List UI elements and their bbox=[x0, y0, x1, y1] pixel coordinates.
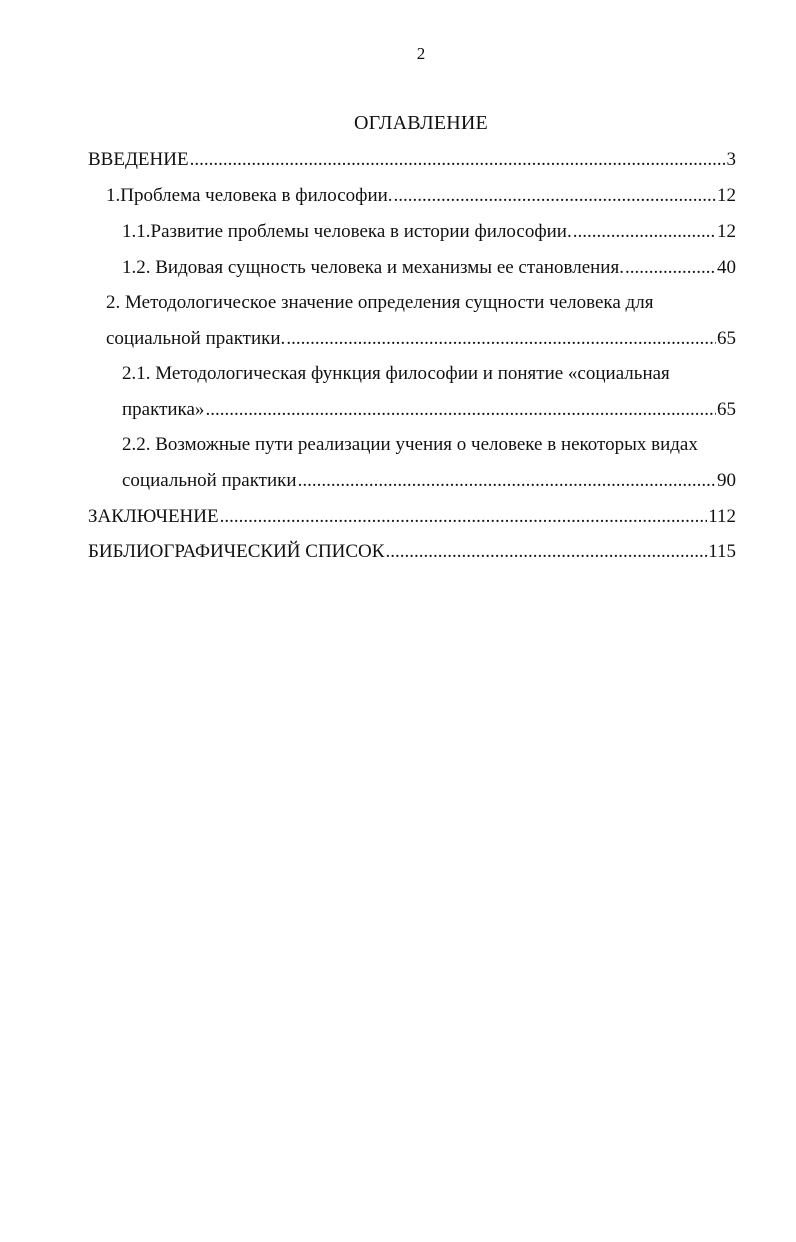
toc-entry-introduction[interactable] bbox=[88, 149, 736, 171]
dot-leader bbox=[220, 506, 708, 528]
toc-entry-text-line1: 2.1. Методологическая функция философии и понятие «социальная bbox=[122, 363, 670, 384]
dot-leader bbox=[205, 399, 716, 421]
dot-leader bbox=[573, 221, 716, 243]
toc-entry-text: 1.2. Видовая сущность человека и механизмы ее становления. bbox=[122, 257, 624, 278]
toc-page-ref: 65 bbox=[717, 328, 736, 349]
toc-entry-text: 1.Проблема человека в философии. bbox=[106, 185, 393, 206]
toc-title: ОГЛАВЛЕНИЕ bbox=[354, 112, 488, 134]
toc-page-ref: 65 bbox=[717, 399, 736, 420]
toc-entry-chapter-1[interactable] bbox=[106, 185, 736, 207]
toc-entry-bibliography[interactable] bbox=[88, 541, 736, 563]
toc-entry-text: ЗАКЛЮЧЕНИЕ bbox=[88, 506, 219, 527]
toc-entry-text-line1: 2. Методологическое значение определения сущности человека для bbox=[106, 292, 654, 313]
toc-entry-text-line2: социальной практики. bbox=[106, 328, 286, 349]
dot-leader bbox=[394, 185, 716, 207]
dot-leader bbox=[286, 328, 716, 350]
toc-entry-text-line2: практика» bbox=[122, 399, 205, 420]
toc-entry-section-1-2[interactable] bbox=[122, 257, 736, 279]
toc-page-ref: 40 bbox=[717, 257, 736, 278]
toc-page-ref: 115 bbox=[708, 541, 736, 562]
dot-leader bbox=[190, 149, 726, 171]
dot-leader bbox=[385, 541, 707, 563]
toc-entry-section-1-1[interactable] bbox=[122, 221, 736, 243]
toc-page-ref: 12 bbox=[717, 185, 736, 206]
toc-entry-chapter-2[interactable] bbox=[106, 292, 736, 350]
toc-entry-text: ВВЕДЕНИЕ bbox=[88, 149, 189, 170]
toc-page-ref: 112 bbox=[708, 506, 736, 527]
toc-page-ref: 90 bbox=[717, 470, 736, 491]
toc-entry-text-line1: 2.2. Возможные пути реализации учения о человеке в некоторых видах bbox=[122, 434, 698, 455]
toc-entry-text: БИБЛИОГРАФИЧЕСКИЙ СПИСОК bbox=[88, 541, 385, 562]
toc-entry-conclusion[interactable] bbox=[88, 506, 736, 528]
dot-leader bbox=[625, 257, 716, 279]
toc-entry-text-line2: социальной практики bbox=[122, 470, 297, 491]
page-number: 2 bbox=[416, 44, 426, 63]
toc-entry-section-2-2[interactable] bbox=[122, 434, 736, 492]
dot-leader bbox=[298, 470, 716, 492]
toc-page-ref: 3 bbox=[726, 149, 736, 170]
toc-entry-text: 1.1.Развитие проблемы человека в истории философии. bbox=[122, 221, 572, 242]
toc-page-ref: 12 bbox=[717, 221, 736, 242]
toc-entry-section-2-1[interactable] bbox=[122, 363, 736, 421]
